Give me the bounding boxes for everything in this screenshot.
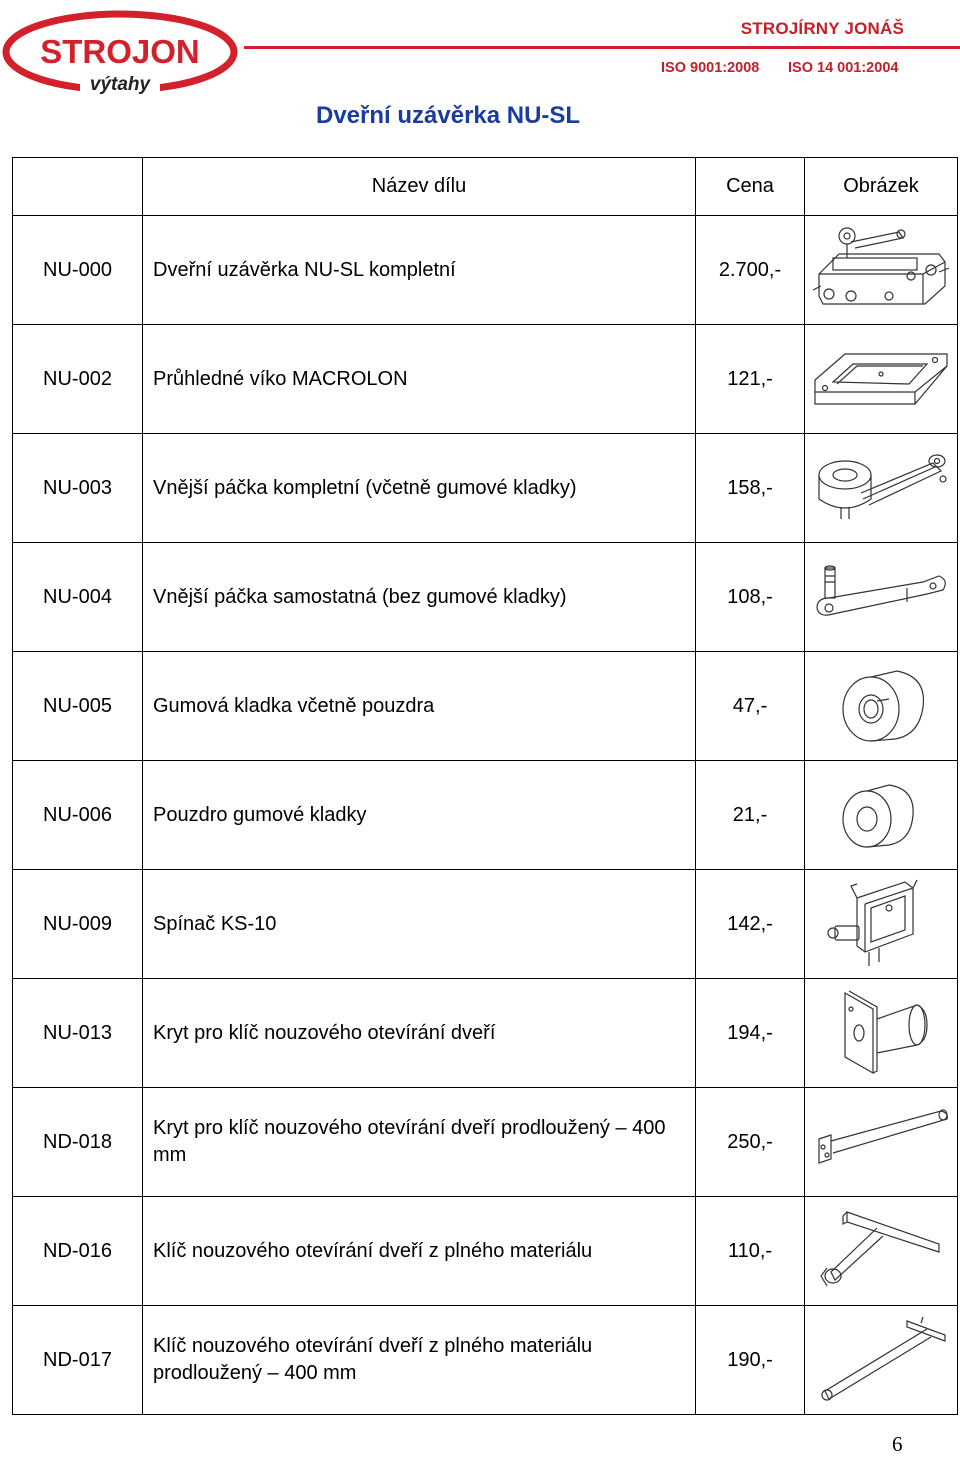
rubber-roller-drawing: [831, 663, 931, 749]
table-row: [13, 1306, 958, 1415]
part-price: 190,-: [696, 1306, 805, 1415]
column-header-code: [13, 158, 143, 216]
part-code: NU-003: [13, 434, 143, 543]
part-code: ND-016: [13, 1197, 143, 1306]
extended-key-drawing: [811, 1315, 951, 1405]
part-code: NU-013: [13, 979, 143, 1088]
company-name: STROJÍRNY JONÁŠ: [740, 19, 904, 38]
cover-drawing: [811, 344, 951, 414]
svg-text:výtahy: výtahy: [89, 74, 151, 95]
svg-text:STROJON: STROJON: [40, 33, 200, 70]
key-cover-drawing: [821, 987, 941, 1079]
part-price: 121,-: [696, 325, 805, 434]
part-price: 21,-: [696, 761, 805, 870]
part-price: 47,-: [696, 652, 805, 761]
switch-drawing: [821, 878, 941, 970]
extended-key-cover-drawing: [811, 1107, 951, 1177]
table-row: [13, 870, 958, 979]
part-code: NU-009: [13, 870, 143, 979]
table-row: [13, 434, 958, 543]
table-row: [13, 1088, 958, 1197]
part-name: Vnější páčka samostatná (bez gumové kladky): [143, 543, 696, 652]
part-name: Klíč nouzového otevírání dveří z plného materiálu: [143, 1197, 696, 1306]
part-code: ND-018: [13, 1088, 143, 1197]
table-row: [13, 543, 958, 652]
key-drawing: [811, 1206, 951, 1296]
table-header: [13, 158, 958, 216]
page-title: Dveřní uzávěrka NU-SL: [316, 102, 581, 129]
part-name: Vnější páčka kompletní (včetně gumové kladky): [143, 434, 696, 543]
part-price: 250,-: [696, 1088, 805, 1197]
part-name: Kryt pro klíč nouzového otevírání dveří prodloužený – 400 mm: [143, 1088, 696, 1197]
bushing-drawing: [831, 775, 931, 855]
table-row: [13, 216, 958, 325]
part-code: NU-002: [13, 325, 143, 434]
part-code: NU-005: [13, 652, 143, 761]
part-name: Dveřní uzávěrka NU-SL kompletní: [143, 216, 696, 325]
part-price: 142,-: [696, 870, 805, 979]
part-price: 158,-: [696, 434, 805, 543]
iso-9001: ISO 9001:2008: [661, 60, 760, 76]
part-price: 110,-: [696, 1197, 805, 1306]
header-rule: [244, 46, 960, 49]
part-price: 194,-: [696, 979, 805, 1088]
table-row: [13, 652, 958, 761]
lever-drawing: [811, 562, 951, 632]
part-code: ND-017: [13, 1306, 143, 1415]
part-code: NU-006: [13, 761, 143, 870]
part-name: Pouzdro gumové kladky: [143, 761, 696, 870]
column-header-price: Cena: [696, 158, 805, 216]
lever-with-roller-drawing: [811, 445, 951, 531]
parts-table: [12, 157, 958, 1415]
part-price: 108,-: [696, 543, 805, 652]
part-code: NU-004: [13, 543, 143, 652]
iso-14001: ISO 14 001:2004: [788, 60, 899, 76]
part-name: Spínač KS-10: [143, 870, 696, 979]
part-name: Klíč nouzového otevírání dveří z plného materiálu prodloužený – 400 mm: [143, 1306, 696, 1415]
table-row: [13, 325, 958, 434]
strojon-logo: [2, 8, 252, 100]
part-name: Gumová kladka včetně pouzdra: [143, 652, 696, 761]
part-name: Kryt pro klíč nouzového otevírání dveří: [143, 979, 696, 1088]
column-header-image: Obrázek: [805, 158, 958, 216]
part-code: NU-000: [13, 216, 143, 325]
table-row: [13, 979, 958, 1088]
column-header-name: Název dílu: [143, 158, 696, 216]
part-price: 2.700,-: [696, 216, 805, 325]
page-number: 6: [892, 1432, 903, 1456]
table-row: [13, 761, 958, 870]
complete-lock-drawing: [811, 224, 951, 316]
table-row: [13, 1197, 958, 1306]
part-name: Průhledné víko MACROLON: [143, 325, 696, 434]
